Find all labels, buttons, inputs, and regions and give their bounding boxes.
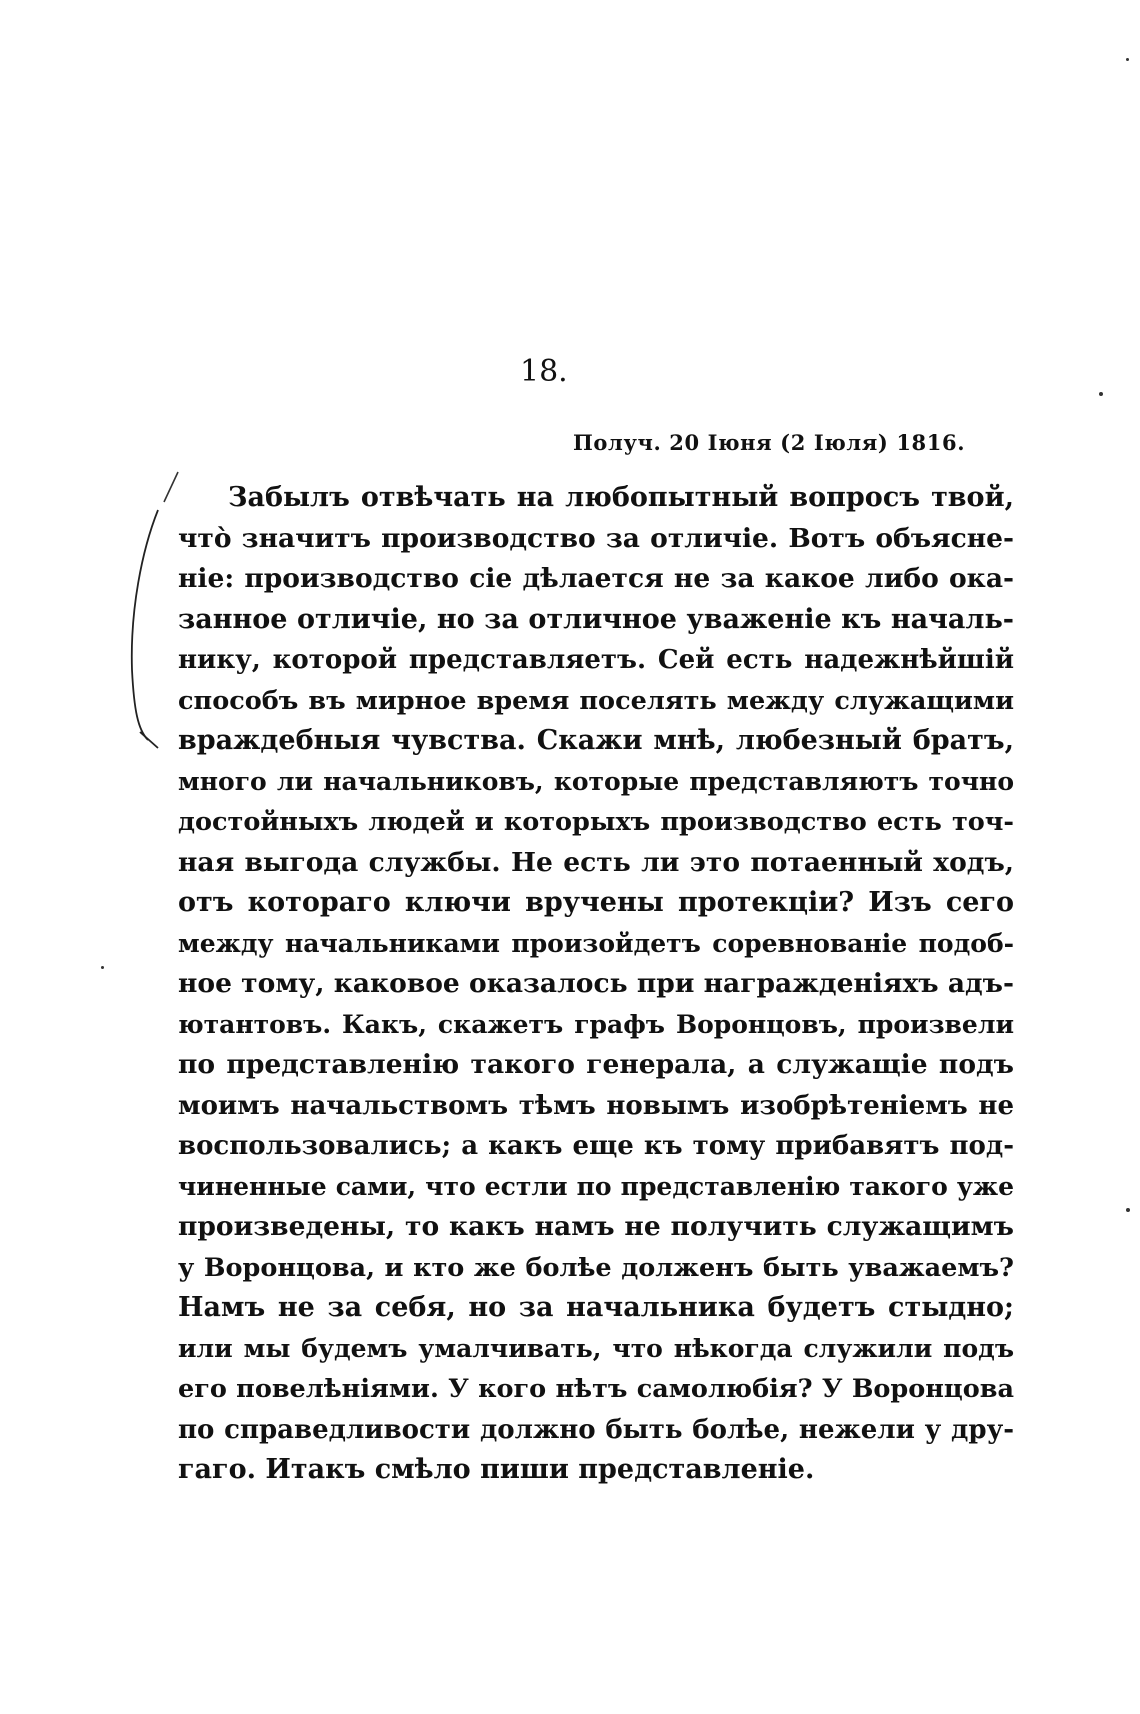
text-line: ютантовъ. Какъ, скажетъ графъ Воронцовъ, произвели <box>178 1009 1014 1039</box>
letter-number: 18. <box>520 354 568 389</box>
text-line: занное отличіе, но за отличное уваженіе къ началь- <box>178 603 1014 635</box>
scan-speck <box>1099 392 1103 396</box>
letter-body <box>178 478 1014 1491</box>
text-line: произведены, то какъ намъ не получить служащимъ <box>178 1211 1014 1242</box>
text-line: чиненные сами, что естли по представленію такого уже <box>178 1171 1014 1201</box>
received-date: Получ. 20 Іюня (2 Іюля) 1816. <box>573 430 966 455</box>
text-line: ніе: производство сіе дѣлается не за какое либо ока- <box>178 563 1014 594</box>
text-line: или мы будемъ умалчивать, что нѣкогда служили подъ <box>178 1333 1014 1363</box>
text-line: много ли начальниковъ, которые представляютъ точно <box>178 766 1014 796</box>
text-line: нику, которой представляетъ. Сей есть надежнѣйшій <box>178 645 1014 675</box>
text-line: по представленію такого генерала, а служащіе подъ <box>178 1049 1014 1080</box>
scan-speck <box>1126 58 1129 61</box>
text-line: по справедливости должно быть болѣе, нежели у дру- <box>178 1414 1014 1445</box>
text-line: гаго. Итакъ смѣло пиши представленіе. <box>178 1454 815 1485</box>
text-line: что̀ значитъ производство за отличіе. Вотъ объясне- <box>178 522 1014 554</box>
scan-speck <box>1126 1208 1130 1212</box>
text-line: враждебныя чувства. Скажи мнѣ, любезный братъ, <box>178 725 1014 756</box>
text-line: между начальниками произойдетъ соревнованіе подоб- <box>178 928 1014 958</box>
text-line: у Воронцова, и кто же болѣе долженъ быть уважаемъ? <box>178 1252 1014 1283</box>
text-line: ная выгода службы. Не есть ли это потаенный ходъ, <box>178 846 1014 878</box>
text-line: моимъ начальствомъ тѣмъ новымъ изобрѣтеніемъ не <box>178 1090 1014 1121</box>
text-line: Забылъ отвѣчать на любопытный вопросъ твой, <box>228 482 1014 513</box>
text-line: способъ въ мирное время поселять между служащими <box>178 685 1014 716</box>
text-line: воспользовались; а какъ еще къ тому прибавятъ под- <box>178 1131 1014 1161</box>
text-line: отъ котораго ключи вручены протекціи? Изъ сего <box>178 887 1014 918</box>
text-line: Намъ не за себя, но за начальника будетъ стыдно; <box>178 1292 1014 1323</box>
text-line: достойныхъ людей и которыхъ производство есть точ- <box>178 807 1014 837</box>
text-line: его повелѣніями. У кого нѣтъ самолюбія? У Воронцова <box>178 1374 1014 1404</box>
text-line: ное тому, каковое оказалось при награжденіяхъ адъ- <box>178 968 1014 999</box>
scan-speck <box>101 966 104 969</box>
